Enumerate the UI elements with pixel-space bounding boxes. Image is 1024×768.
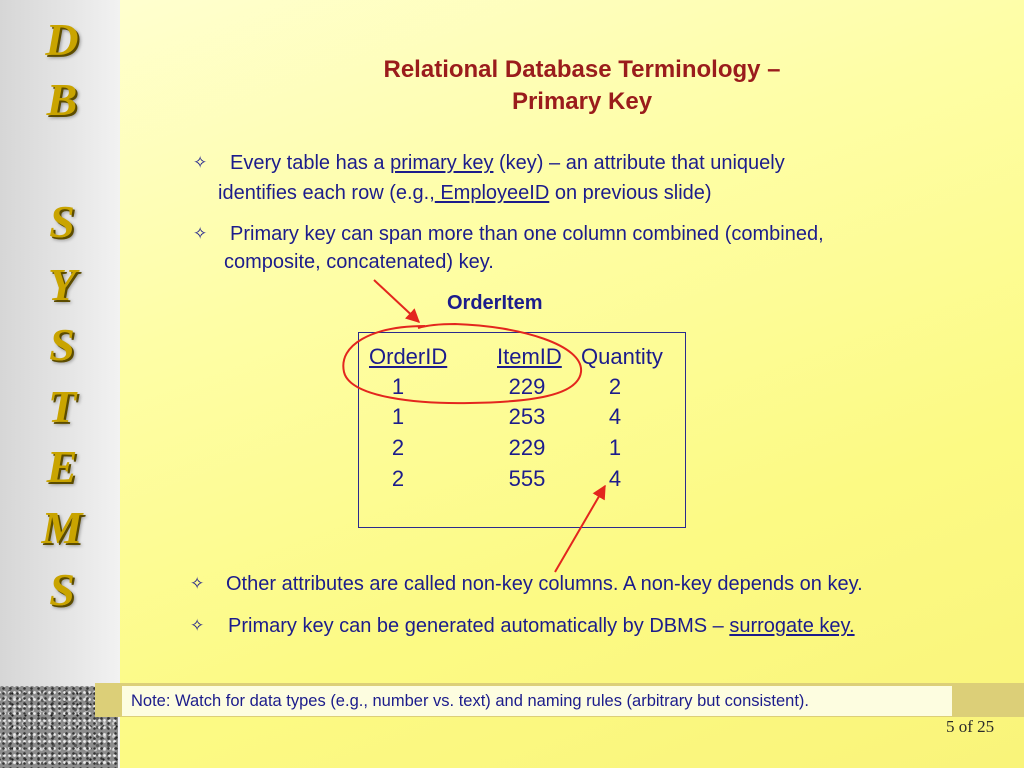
orderitem-table: [358, 332, 686, 528]
bullet-2-line-2: composite, concatenated) key.: [224, 251, 494, 273]
sidebar: [0, 0, 120, 768]
page-number: 5 of 25: [946, 717, 995, 736]
bullet-3-line-1: Other attributes are called non-key columns. A non-key depends on key.: [226, 573, 863, 595]
table-cell: 2: [608, 374, 622, 399]
table-cell: 253: [508, 404, 546, 429]
sidebar-letter-s: S: [49, 564, 75, 615]
bullet-1-line-2: [218, 181, 712, 205]
sidebar-letter-t: T: [47, 381, 77, 432]
bullet-1-text: Every table has a: [230, 152, 391, 174]
table-cell: 229: [508, 374, 546, 399]
four-point-star-icon: [190, 614, 204, 638]
four-point-star-icon: [190, 572, 204, 596]
table-header-itemid: ItemID: [497, 344, 562, 369]
sidebar-letter-y: Y: [47, 259, 77, 310]
four-point-star-icon: [193, 222, 207, 246]
table-title: OrderItem: [447, 292, 543, 314]
table-header-orderid: OrderID: [369, 344, 448, 369]
sidebar-letter-d: D: [45, 14, 79, 65]
note-text: Note: Watch for data types (e.g., number vs. text) and naming rules (arbitrary but consistent).: [131, 692, 810, 710]
table-cell: 555: [508, 466, 546, 491]
sidebar-letter-b: B: [46, 74, 78, 125]
table-cell: 1: [391, 374, 405, 399]
slide-title-line1: Relational Database Terminology –: [383, 56, 781, 83]
four-point-star-icon: [193, 151, 207, 175]
table-cell: 4: [608, 404, 622, 429]
sidebar-letter-s: S: [49, 196, 75, 247]
table-cell: 1: [608, 435, 622, 460]
bullet-1-line-1: [230, 151, 785, 175]
bullet-1-text: (key) – an attribute that uniquely: [493, 152, 785, 174]
table-header-quantity: Quantity: [581, 344, 663, 369]
table-cell: 4: [608, 466, 622, 491]
note-box: [122, 686, 952, 716]
table-cell: 2: [391, 435, 405, 460]
primary-key-term: primary key: [390, 152, 494, 174]
table-cell: 2: [391, 466, 405, 491]
bullet-1-text: on previous slide): [549, 182, 712, 204]
slide-title-line2: Primary Key: [511, 88, 653, 115]
surrogate-key-term: surrogate key.: [729, 615, 855, 637]
sidebar-letter-e: E: [46, 441, 78, 492]
employeeid-term: EmployeeID: [434, 182, 550, 204]
bullet-4-text: Primary key can be generated automatically by DBMS –: [228, 615, 730, 637]
sidebar-letter-m: M: [41, 502, 83, 553]
bullet-1-text: identifies each row (e.g.,: [218, 182, 435, 204]
table-cell: 1: [391, 404, 405, 429]
bullet-2-line-1: Primary key can span more than one column combined (combined,: [230, 223, 824, 245]
table-cell: 229: [508, 435, 546, 460]
sidebar-letter-s: S: [49, 319, 75, 370]
bullet-4-line-1: [228, 614, 855, 638]
